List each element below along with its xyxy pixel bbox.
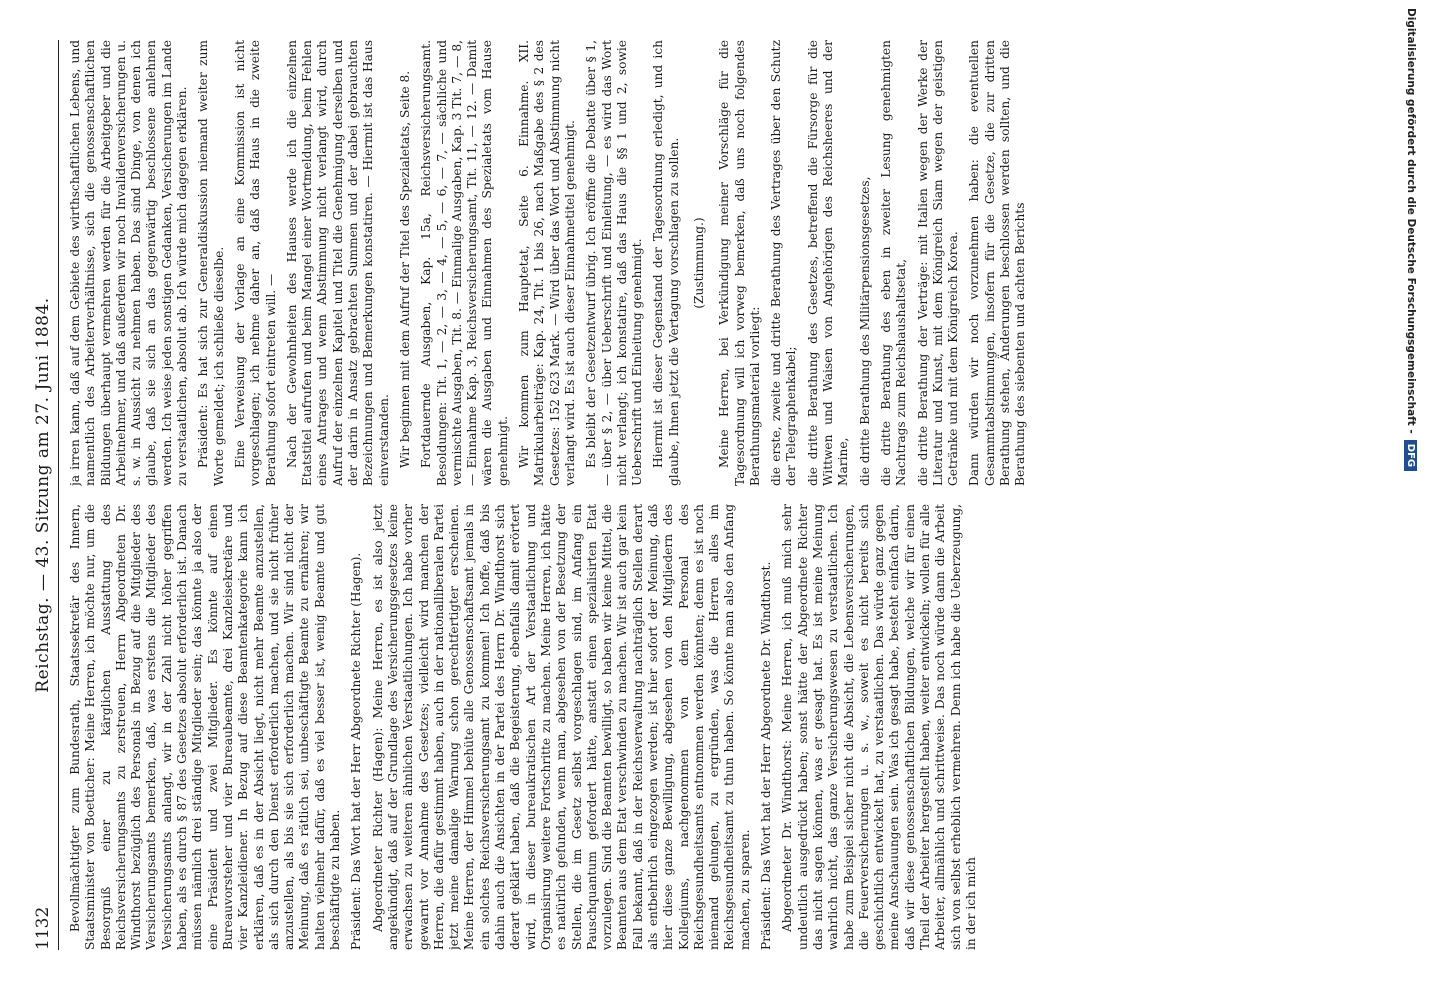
dfg-logo: DFG	[1405, 440, 1418, 471]
page-header	[28, 40, 59, 950]
paragraph: Es bleibt der Gesetzentwurf übrig. Ich eröffne die Debatte über § 1, — über § 2, — über Ueberschrift und Einleitung, — es wird das Wort nicht verlangt; ich konstatire, daß das Haus die §§ 1 und 2, sowie Ueberschrift und Einleitung genehmigt.	[584, 40, 645, 486]
running-title: Reichstag. — 43. Sitzung am 27. Juni 1884.	[33, 297, 53, 693]
paragraph: Präsident: Es hat sich zur Generaldiskussion niemand weiter zum Worte gemeldet; ich schließe dieselbe.	[196, 40, 226, 486]
paragraph: Fortdauernde Ausgaben, Kap. 15a, Reichsversicherungsamt. Besoldungen: Tit. 1, — 2, — 3, — 4, — 5, — 6, — 7, — sächliche und vermischte Ausgaben, Tit. 8. — Einmalige Ausgaben, Kap. 3 Tit. 7, — 8, — Einnahme Kap. 3, Reichsversicherungsamt, Tit. 11, — 12. — Damit wären die Ausgaben und Einnahmen des Spezialetats vom Hause genehmigt.	[419, 40, 510, 486]
paragraph: Abgeordneter Dr. Windthorst: Meine Herren, ich muß mich sehr undeutlich ausgedrückt haben; sonst hätte der Abgeordnete Richter das nicht sagen können, was er gesagt hat. Es ist meine Meinung wahrlich nicht, das ganze Versicherungswesen zu verstaatlichen. Ich habe zum Beispiel sicher nicht die Absicht, die Lebensversicherungen, die Feuerversicherungen u. s. w., soweit es nicht bereits sich geschichtlich entwickelt hat, zu verstaatlichen. Das würde ganz gegen meine Anschauungen sein. Was ich gesagt habe, besteht einfach darin, daß wir diese genossenschaftlichen Bildungen, welche wir für einen Theil der Arbeiter hergestellt haben, weiter entwickeln; wollen für alle Arbeiter, allmählich und schrittweise. Das noch würde dann die Arbeit sich von selbst erheblich vermehren. Denn ich habe die Ueberzeugung, in der ich mich	[780, 504, 978, 950]
paragraph: Meine Herren, bei Verkündigung meiner Vorschläge für die Tagesordnung will ich vorweg bemerken, daß uns noch folgendes Berathungsmaterial vorliegt:	[717, 40, 762, 486]
paragraph: (Zustimmung.)	[691, 217, 706, 309]
paragraph: Nach der Gewohnheiten des Hauses werde ich die einzelnen Etatstitel aufrufen und beim Mangel einer Wortmeldung, beim Fehlen eines Antrages und wenn Abstimmung nicht verlangt wird, durch Aufruf der einzelnen Kapitel und Titel die Genehmigung derselben und der darin in Ansatz gebrachten Summen und der dabei gebrauchten Bezeichnungen und Bemerkungen konstatiren. — Hiermit ist das Haus einverstanden.	[284, 40, 391, 486]
column-left	[68, 504, 1336, 950]
paragraph: die dritte Berathung der Verträge: mit Italien wegen der Werke der Literatur und Kunst, mit dem Königreich Siam wegen der geistigen Getränke und mit dem Königreich Korea.	[915, 40, 961, 486]
paragraph: Präsident: Das Wort hat der Herr Abgeordnete Richter (Hagen).	[349, 552, 364, 950]
paragraph: ja irren kann, daß auf dem Gebiete des wirthschaftlichen Lebens, und namentlich des Arbeiterverhältnisse, sich die genossenschaftlichen Bildungen überhaupt vermehren werden für die Arbeitgeber und die Arbeitnehmer, und daß außerdem wir noch Invalidenversicherungen u. s. w. in Aussicht zu nehmen haben. Das sind Dinge, von denen ich glaube, daß sie sich an das gegenwärtig beschlossene anlehnen werden. Ich weise jeden sonstigen Gedanken, Versicherungen im Lande zu verstaatlichen, absolut ab. Ich würde mich dagegen erklären.	[68, 40, 190, 486]
paragraph: Präsident: Das Wort hat der Herr Abgeordnete Dr. Windthorst.	[759, 561, 774, 950]
digitization-credit	[1398, 8, 1428, 648]
paragraph: Bevollmächtigter zum Bundesrath, Staatssekretär des Innern, Staatsminister von Boetticher: Meine Herren, ich möchte nur, um die Besorgniß einer zu kärglichen Ausstattung des Reichsversicherungsamts zu zerstreuen, Herrn Abgeordneten Dr. Windthorst bezüglich des Personals in Bezug auf die Mitglieder des Versicherungsamts bemerken, daß, was erstens die Mitglieder des Versicherungsamts anlangt, wir in der Zahl nicht höher gegriffen haben, als es durch § 87 des Gesetzes absolut erforderlich ist. Danach müssen nämlich drei ständige Mitglieder sein; das könnte ja also der eine Präsident und zwei Mitglieder. Es könnte auf einen Bureauvorsteher und vier Bureaubeamte, drei Kanzleisekretäre und vier Kanzleidiener. In Bezug auf diese Beamtenkategorie kann ich erklären, daß es in der Absicht liegt, nicht mehr Beamte anzustellen, als sich durch den Dienst erforderlich machen, und sie nicht früher anzustellen, als bis sie sich erforderlich machen. Wir sind nicht der Meinung, daß es rätlich sei, unbeschäftigte Beamte zu ernähren; wir halten vielmehr dafür, daß es viel besser ist, wenig Beamte und gut beschäftigte zu haben.	[68, 504, 343, 950]
paragraph: die erste, zweite und dritte Berathung des Vertrages über den Schutz der Telegraphenkabel;	[769, 40, 799, 486]
paragraph: Hiermit ist dieser Gegenstand der Tagesordnung erledigt, und ich glaube, Ihnen jetzt die Vertagung vorschlagen zu sollen.	[651, 40, 681, 486]
paragraph: Eine Verweisung der Vorlage an eine Kommission ist nicht vorgeschlagen; ich nehme daher an, daß das Haus in die zweite Berathung sofort eintreten will. —	[232, 40, 278, 486]
column-right	[68, 40, 1336, 486]
text-columns	[68, 40, 1336, 950]
paragraph: die dritte Berathung des Gesetzes, betreffend die Fürsorge für die Wittwen und Waisen von Angehörigen des Reichsheeres und der Marine,	[805, 40, 851, 486]
credit-text: Digitalisierung gefördert durch die Deutsche Forschungsgemeinschaft -	[1405, 8, 1417, 434]
page-number: 1132	[33, 906, 53, 950]
paragraph: Dann würden wir noch vorzunehmen haben: die eventuellen Gesammtabstimmungen, insofern für die Gesetze, die zur dritten Berathung stehen, Änderungen beschlossen werden sollten, und die Berathung des siebenten und achten Berichts	[967, 40, 1028, 486]
paragraph: Wir beginnen mit dem Aufruf der Titel des Spezialetats, Seite 8.	[397, 70, 412, 468]
rotated-page	[6, 10, 1426, 990]
paragraph: Wir kommen zum Hauptetat, Seite 6. Einnahme. XII. Matrikularbeiträge: Kap. 24, Tit. 1 bis 26, nach Maßgabe des § 2 des Gesetzes: 152 623 Mark. — Wird über das Wort und Abstimmung nicht verlangt wird. Es ist auch dieser Einnahmetitel genehmigt.	[517, 40, 577, 486]
paragraph: die dritte Berathung des Militärpensionsgesetzes,	[857, 176, 872, 486]
paragraph: Abgeordneter Richter (Hagen): Meine Herren, es ist also jetzt angekündigt, daß auf der Grundlage des Versicherungsgesetzes keine erwachsen zu weiteren ähnlichen Verstaatlichungen. Ich habe vorher gewarnt vor Annahme des Gesetzes; vielleicht wird manchen der Herren, die dafür gestimmt haben, auch in der nationalliberalen Partei jetzt meine damalige Warnung schon gerechtfertigter erscheinen. Meine Herren, der Himmel behüte alle Genossenschaftsamt jemals in ein solches Reichsversicherungsamt zu kommen! Ich hoffe, daß bis dahin auch die Ansichten in der Partei des Herrn Dr. Windthorst sich derart geklärt haben, daß die Begeisterung, ebenfalls damit erörtert wird, in dieser bureaukratischen Art der Verstaatlichung und Organisirung weitere Fortschritte zu machen. Meine Herren, ich hätte es natürlich gefunden, wenn man, abgesehen von der Besetzung der Stellen, die im Gesetz selbst vorgeschlagen sind, im Anfang ein Pauschquantum gefordert hätte, anstatt einen spezialisirten Etat vorzulegen. Sind die Beamten bewilligt, so haben wir keine Mittel, die Beamten aus dem Etat verschwinden zu machen. Wir ist auch gar kein Fall bekannt, daß in der Reichsverwaltung nachträglich Stellen derart als entbehrlich eingezogen werden; ist hier sofort der Meinung, daß hier diese ganze Bewilligung, abgesehen von den Mitgliedern des Kollegiums, nachgenommen von dem Personal des Reichsgesundheitsamts entnommen werden könnten; denn es ist noch niemand gelungen, zu ergründen, was die Herren alles im Reichsgesundheitsamt zu thun haben. So könnte man also den Anfang machen, zu sparen.	[370, 504, 752, 950]
paragraph: die dritte Berathung des eben in zweiter Lesung genehmigten Nachtrags zum Reichshaushaltsetat,	[878, 40, 909, 486]
